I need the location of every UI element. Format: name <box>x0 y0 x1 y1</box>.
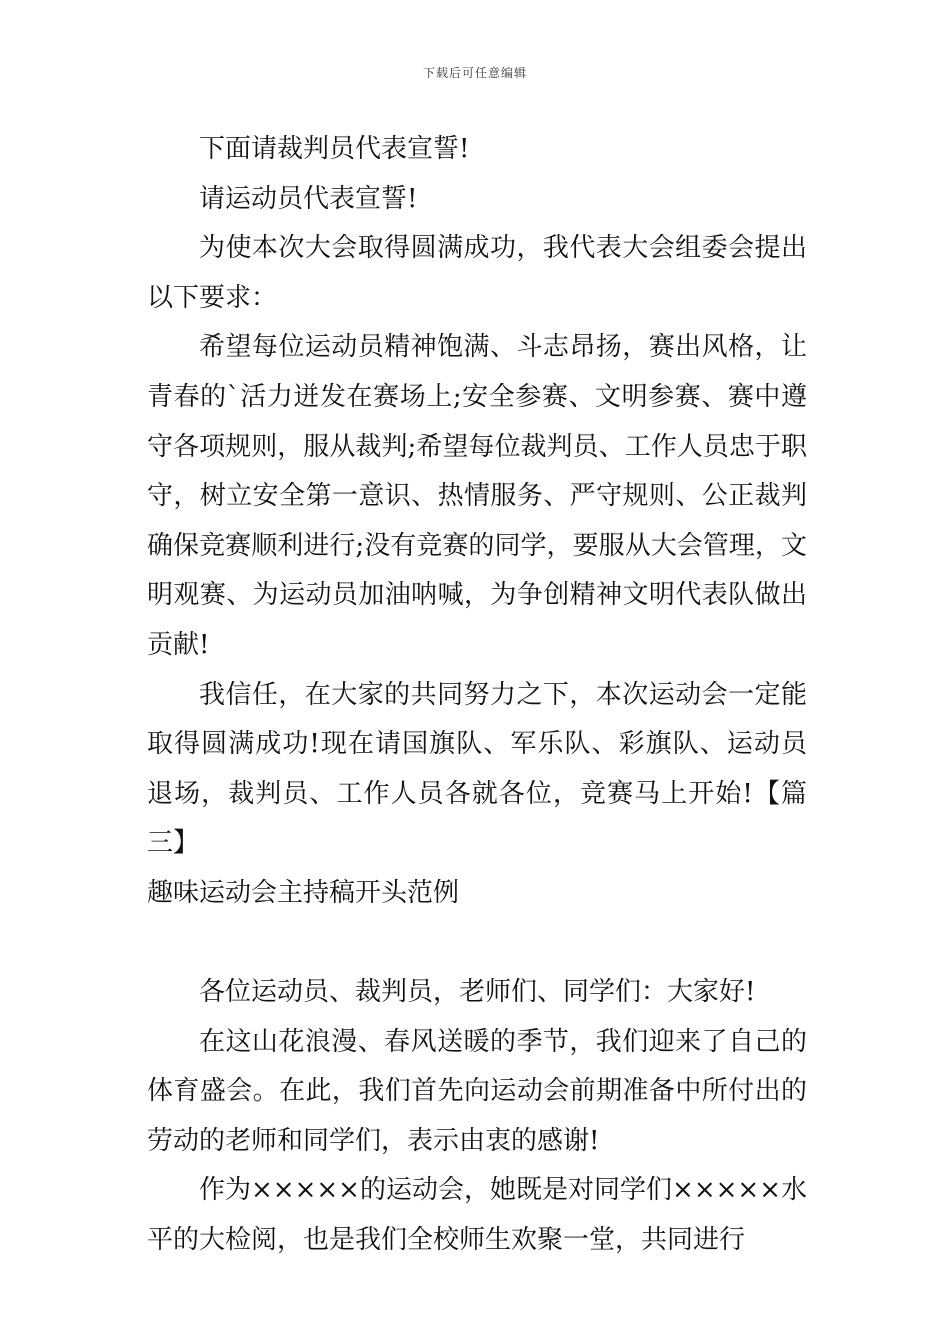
paragraph-event-purpose: 作为×××××的运动会，她既是对同学们×××××水平的大检阅，也是我们全校师生欢聚一堂，共同进行 <box>147 1175 807 1256</box>
paragraph-athlete-oath: 请运动员代表宣誓! <box>199 183 418 214</box>
blank-line <box>147 919 807 969</box>
section-title: 趣味运动会主持稿开头范例 <box>147 877 460 908</box>
paragraph-greeting: 各位运动员、裁判员，老师们、同学们：大家好! <box>199 977 756 1008</box>
paragraph-season-opening: 在这山花浪漫、春风送暖的季节，我们迎来了自己的体育盛会。在此，我们首先向运动会前期准备中所付出的劳动的老师和同学们，表示由衷的感谢! <box>147 1026 807 1156</box>
document-body <box>147 125 807 1266</box>
paragraph-requirements-intro: 为使本次大会取得圆满成功，我代表大会组委会提出以下要求： <box>147 233 807 313</box>
page-header: 下载后可任意编辑 <box>422 66 527 80</box>
paragraph-referee-oath: 下面请裁判员代表宣誓! <box>199 134 470 164</box>
paragraph-requirements-detail: 希望每位运动员精神饱满、斗志昂扬，赛出风格，让青春的`活力迸发在赛场上;安全参赛、文明参赛、赛中遵守各项规则，服从裁判;希望每位裁判员、工作人员忠于职守，树立安全第一意识、热情服务、严守规则、公正裁判确保竞赛顺利进行;没有竞赛的同学，要服从大会管理，文明观赛、为运动员加油呐喊，为争创精神文明代表队做出贡献! <box>147 332 807 660</box>
paragraph-closing-remarks: 我信任，在大家的共同努力之下，本次运动会一定能取得圆满成功!现在请国旗队、军乐队、彩旗队、运动员退场，裁判员、工作人员各就各位，竞赛马上开始!【篇三】 <box>147 679 807 859</box>
